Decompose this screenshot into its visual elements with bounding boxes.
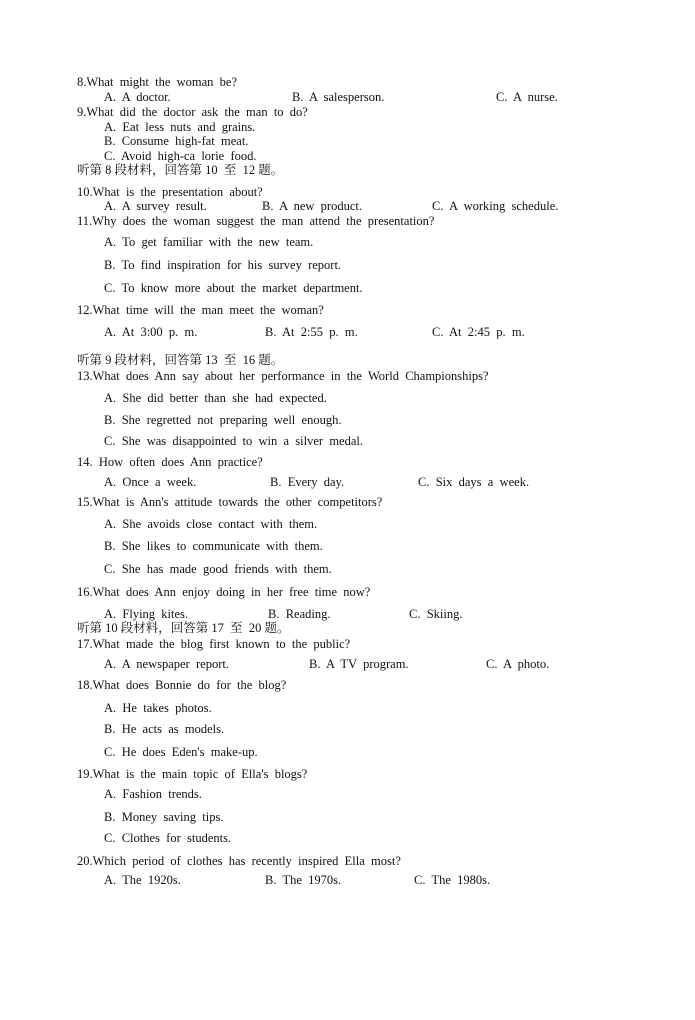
q20-option-b: B. The 1970s.	[265, 873, 342, 887]
question-13: 13.What does Ann say about her performance in the World Championships?	[77, 369, 489, 383]
q19-option-a: A. Fashion trends.	[104, 787, 202, 801]
q14-option-c: C. Six days a week.	[418, 475, 530, 489]
question-12: 12.What time will the man meet the woman?	[77, 303, 324, 317]
q16-option-b: B. Reading.	[268, 607, 331, 621]
q20-option-c: C. The 1980s.	[414, 873, 491, 887]
question-11: 11.Why does the woman suggest the man attend the presentation?	[77, 214, 435, 228]
question-9: 9.What did the doctor ask the man to do?	[77, 105, 308, 119]
q19-option-b: B. Money saving tips.	[104, 810, 224, 824]
q18-option-a: A. He takes photos.	[104, 701, 212, 715]
q9-option-c: C. Avoid high-ca lorie food.	[104, 149, 257, 163]
question-17: 17.What made the blog first known to the public?	[77, 637, 351, 651]
q17-option-c: C. A photo.	[486, 657, 550, 671]
q16-option-a: A. Flying kites.	[104, 607, 189, 621]
question-14: 14. How often does Ann practice?	[77, 455, 263, 469]
question-19: 19.What is the main topic of Ella's blogs?	[77, 767, 308, 781]
q17-option-a: A. A newspaper report.	[104, 657, 229, 671]
q13-option-a: A. She did better than she had expected.	[104, 391, 327, 405]
q9-option-b: B. Consume high-fat meat.	[104, 134, 249, 148]
q13-option-c: C. She was disappointed to win a silver medal.	[104, 434, 363, 448]
question-16: 16.What does Ann enjoy doing in her free time now?	[77, 585, 371, 599]
section-10-heading: 听第 10 段材料，回答第 17 至 20 题。	[77, 621, 290, 635]
q10-option-b: B. A new product.	[262, 199, 362, 213]
q14-option-a: A. Once a week.	[104, 475, 197, 489]
q20-option-a: A. The 1920s.	[104, 873, 181, 887]
q18-option-c: C. He does Eden's make-up.	[104, 745, 258, 759]
q16-option-c: C. Skiing.	[409, 607, 463, 621]
q11-option-b: B. To find inspiration for his survey report.	[104, 258, 342, 272]
q12-option-c: C. At 2:45 p. m.	[432, 325, 525, 339]
q15-option-c: C. She has made good friends with them.	[104, 562, 332, 576]
q13-option-b: B. She regretted not preparing well enough.	[104, 413, 342, 427]
q12-option-b: B. At 2:55 p. m.	[265, 325, 358, 339]
q14-option-b: B. Every day.	[270, 475, 345, 489]
q15-option-a: A. She avoids close contact with them.	[104, 517, 318, 531]
question-20: 20.Which period of clothes has recently inspired Ella most?	[77, 854, 401, 868]
q18-option-b: B. He acts as models.	[104, 722, 225, 736]
q12-option-a: A. At 3:00 p. m.	[104, 325, 198, 339]
q11-option-c: C. To know more about the market department.	[104, 281, 363, 295]
q10-option-c: C. A working schedule.	[432, 199, 559, 213]
question-8: 8.What might the woman be?	[77, 75, 238, 89]
section-9-heading: 听第 9 段材料，回答第 13 至 16 题。	[77, 353, 284, 367]
question-18: 18.What does Bonnie do for the blog?	[77, 678, 287, 692]
q8-option-a: A. A doctor.	[104, 90, 171, 104]
q17-option-b: B. A TV program.	[309, 657, 409, 671]
q8-option-b: B. A salesperson.	[292, 90, 385, 104]
q11-option-a: A. To get familiar with the new team.	[104, 235, 314, 249]
question-10: 10.What is the presentation about?	[77, 185, 263, 199]
section-8-heading: 听第 8 段材料，回答第 10 至 12 题。	[77, 163, 284, 177]
q15-option-b: B. She likes to communicate with them.	[104, 539, 323, 553]
q8-option-c: C. A nurse.	[496, 90, 558, 104]
q9-option-a: A. Eat less nuts and grains.	[104, 120, 256, 134]
q10-option-a: A. A survey result.	[104, 199, 207, 213]
question-15: 15.What is Ann's attitude towards the other competitors?	[77, 495, 383, 509]
q19-option-c: C. Clothes for students.	[104, 831, 232, 845]
